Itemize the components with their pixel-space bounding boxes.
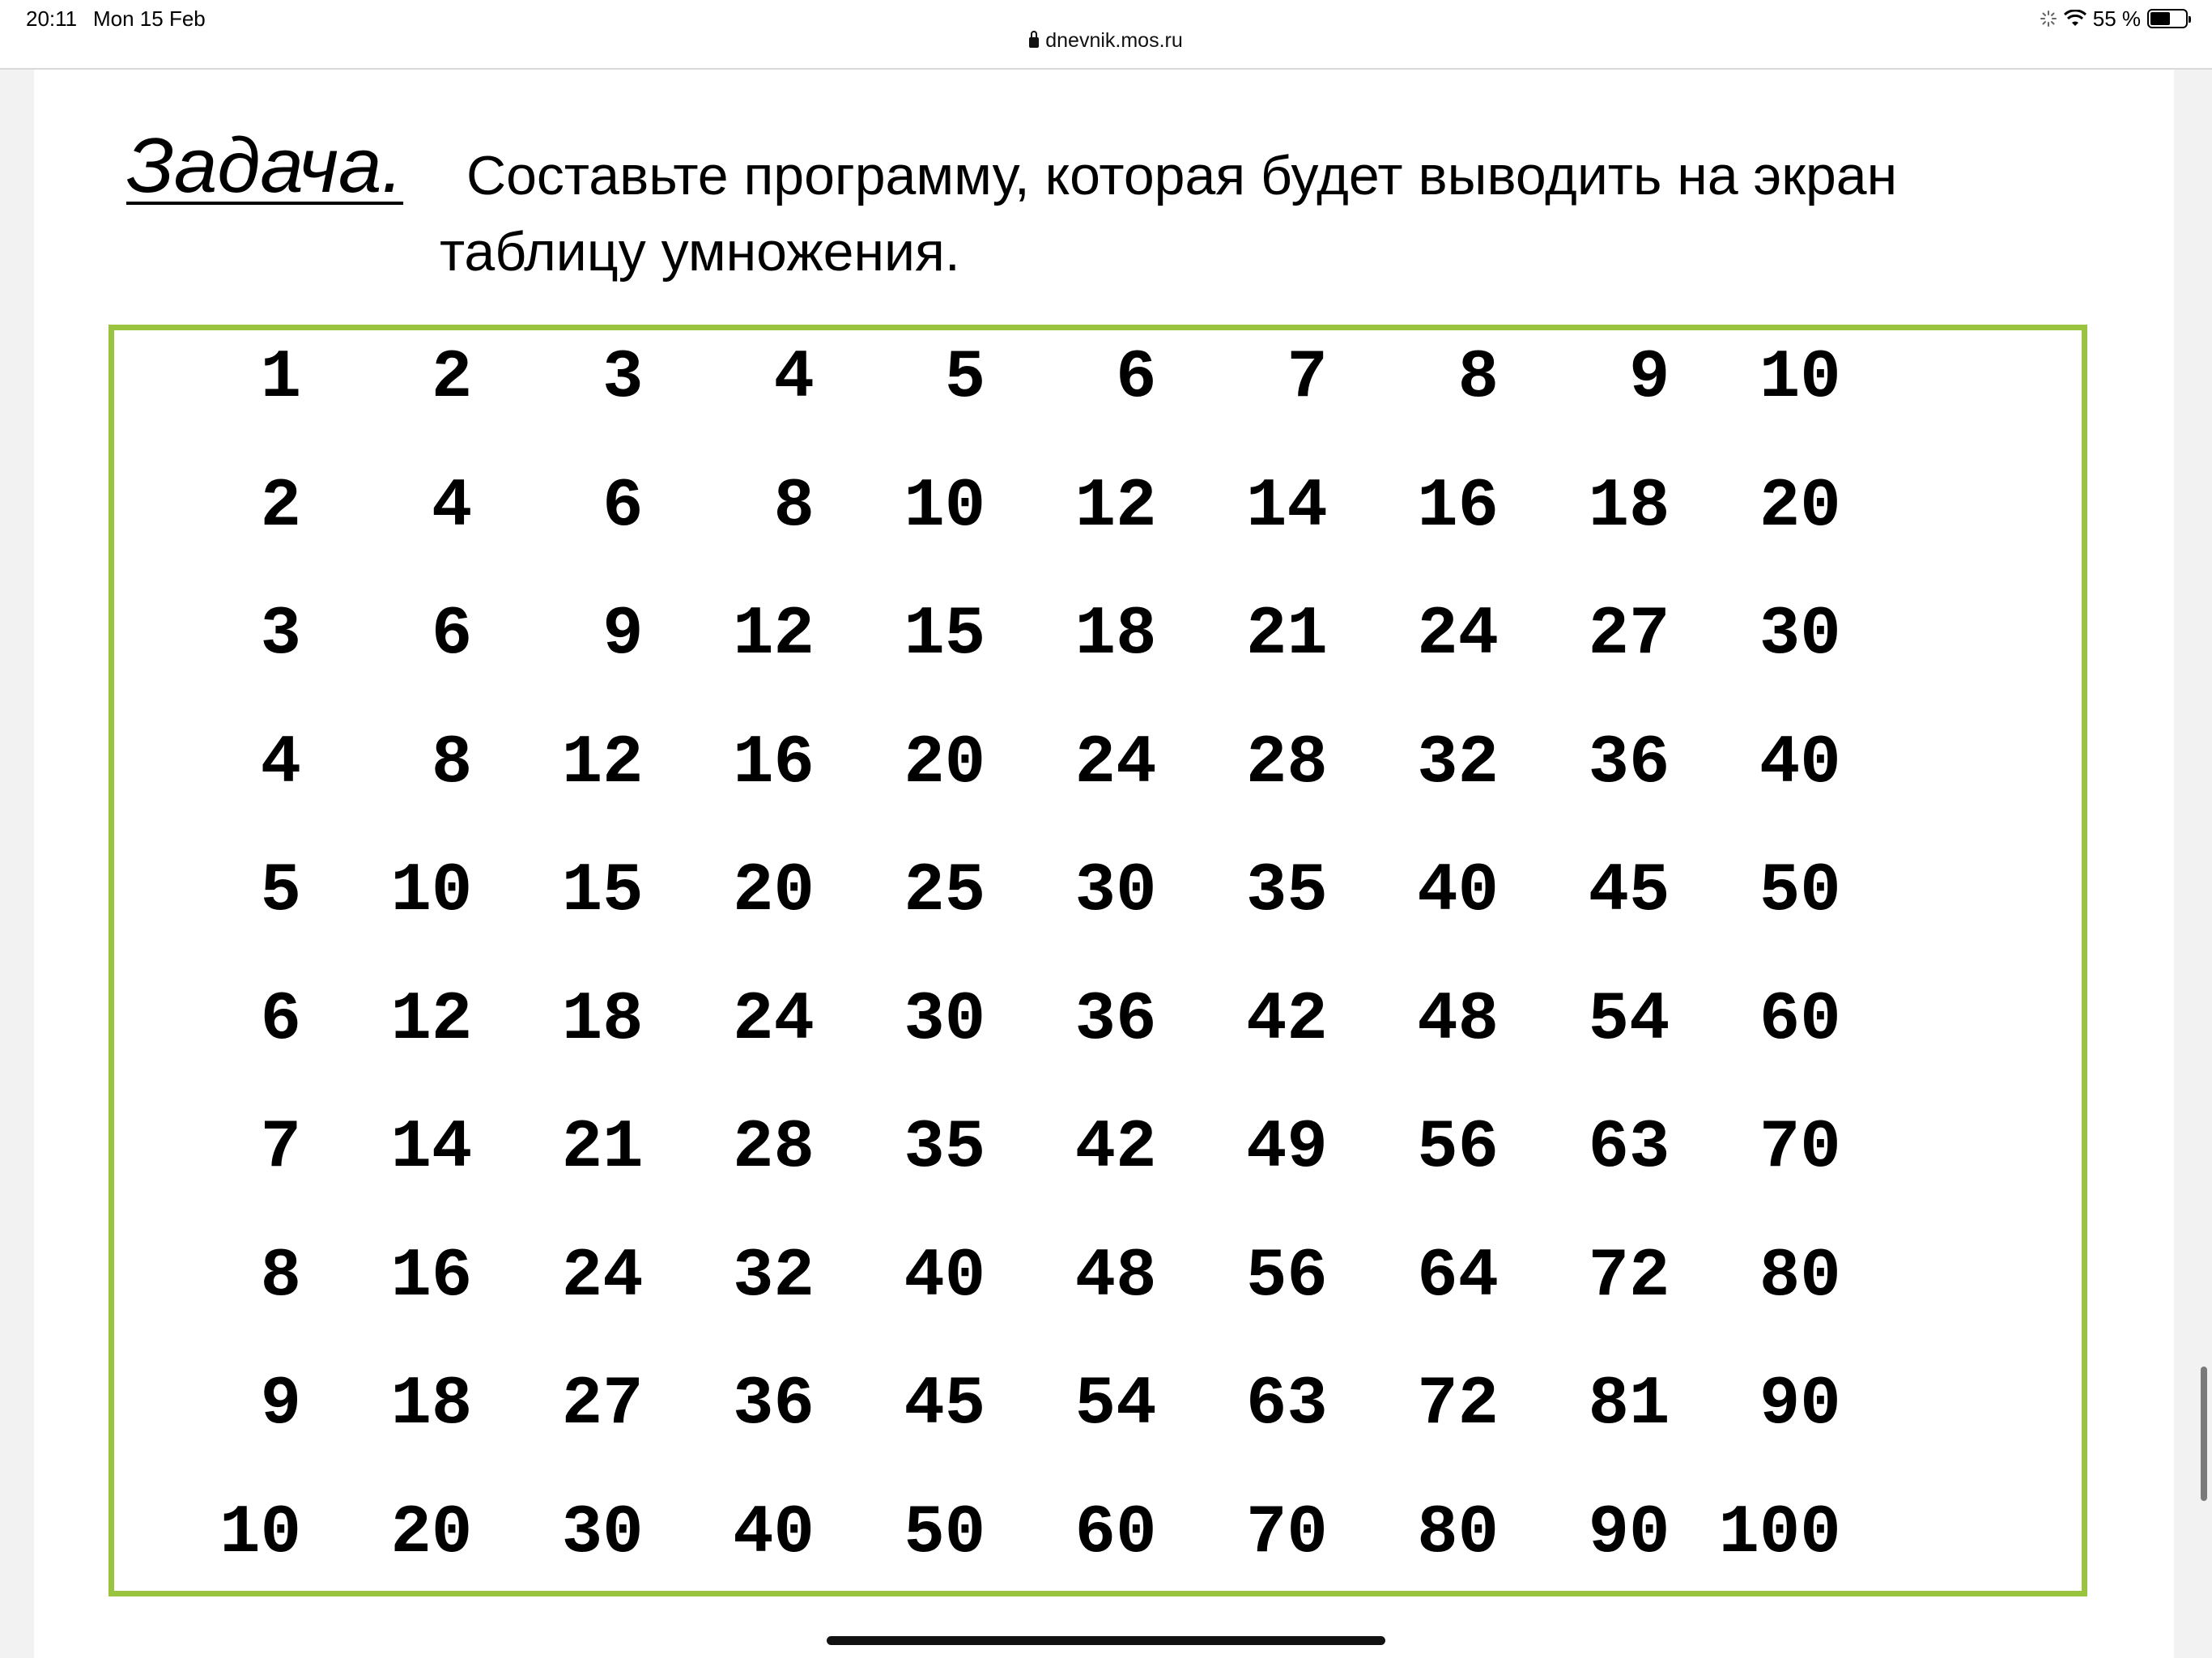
table-cell: 40 xyxy=(733,1494,815,1572)
table-cell: 10 xyxy=(1759,340,1841,417)
table-cell: 24 xyxy=(1417,597,1499,674)
table-cell: 63 xyxy=(1245,1367,1328,1443)
table-cell: 10 xyxy=(219,1494,301,1572)
table-cell: 20 xyxy=(1759,468,1841,546)
table-cell: 6 xyxy=(602,468,644,546)
table-cell: 12 xyxy=(1074,468,1157,546)
table-cell: 21 xyxy=(1245,597,1328,674)
table-cell: 14 xyxy=(390,1110,473,1187)
table-cell: 1 xyxy=(260,340,301,417)
status-bar xyxy=(0,0,2212,70)
table-cell: 3 xyxy=(260,597,301,674)
table-cell: 6 xyxy=(260,981,301,1059)
table-cell: 24 xyxy=(561,1238,644,1316)
table-cell: 80 xyxy=(1417,1494,1499,1572)
table-cell: 56 xyxy=(1245,1238,1328,1316)
table-cell: 54 xyxy=(1588,981,1670,1059)
table-cell: 90 xyxy=(1588,1494,1670,1572)
table-cell: 20 xyxy=(390,1494,473,1572)
table-cell: 16 xyxy=(1417,468,1499,546)
table-cell: 7 xyxy=(1287,340,1328,417)
table-cell: 18 xyxy=(561,981,644,1059)
home-indicator[interactable] xyxy=(827,1636,1385,1645)
table-cell: 45 xyxy=(904,1367,986,1443)
activity-icon xyxy=(2040,10,2057,28)
table-cell: 2 xyxy=(431,340,473,417)
table-cell: 42 xyxy=(1245,981,1328,1059)
table-cell: 64 xyxy=(1417,1238,1499,1316)
table-cell: 72 xyxy=(1417,1367,1499,1443)
status-date: Mon 15 Feb xyxy=(93,6,206,31)
table-cell: 45 xyxy=(1588,853,1670,930)
table-cell: 63 xyxy=(1588,1110,1670,1187)
table-cell: 12 xyxy=(561,725,644,802)
table-cell: 5 xyxy=(260,853,301,930)
table-cell: 49 xyxy=(1245,1110,1328,1187)
table-cell: 4 xyxy=(773,340,815,417)
table-cell: 70 xyxy=(1759,1110,1841,1187)
table-cell: 3 xyxy=(602,340,644,417)
table-cell: 18 xyxy=(390,1367,473,1443)
table-cell: 8 xyxy=(431,725,473,802)
table-cell: 32 xyxy=(733,1238,815,1316)
table-cell: 20 xyxy=(733,853,815,930)
table-cell: 9 xyxy=(260,1367,301,1443)
table-cell: 8 xyxy=(1457,340,1499,417)
table-cell: 35 xyxy=(904,1110,986,1187)
lock-icon xyxy=(1029,37,1039,48)
wifi-icon xyxy=(2064,10,2087,28)
status-indicators xyxy=(2040,5,2188,32)
url-text[interactable]: dnevnik.mos.ru xyxy=(1045,29,1183,52)
table-cell: 60 xyxy=(1074,1494,1157,1572)
table-cell: 8 xyxy=(773,468,815,546)
table-cell: 70 xyxy=(1245,1494,1328,1572)
table-cell: 20 xyxy=(904,725,986,802)
task-text-line-2: таблицу умножения. xyxy=(440,221,960,283)
table-cell: 30 xyxy=(561,1494,644,1572)
table-cell: 48 xyxy=(1417,981,1499,1059)
table-cell: 4 xyxy=(260,725,301,802)
table-cell: 42 xyxy=(1074,1110,1157,1187)
table-cell: 30 xyxy=(1074,853,1157,930)
table-cell: 15 xyxy=(904,597,986,674)
table-cell: 40 xyxy=(1759,725,1841,802)
table-cell: 27 xyxy=(1588,597,1670,674)
table-cell: 2 xyxy=(260,468,301,546)
table-cell: 100 xyxy=(1718,1494,1841,1572)
table-cell: 25 xyxy=(904,853,986,930)
table-cell: 36 xyxy=(1588,725,1670,802)
table-cell: 6 xyxy=(1116,340,1157,417)
table-cell: 36 xyxy=(1074,981,1157,1059)
table-cell: 30 xyxy=(1759,597,1841,674)
table-cell: 90 xyxy=(1759,1367,1841,1443)
table-cell: 56 xyxy=(1417,1110,1499,1187)
battery-percent: 55 % xyxy=(2092,6,2141,31)
address-bar[interactable] xyxy=(0,29,2212,53)
table-cell: 50 xyxy=(1759,853,1841,930)
table-cell: 6 xyxy=(431,597,473,674)
battery-icon xyxy=(2147,9,2188,28)
table-cell: 54 xyxy=(1074,1367,1157,1443)
table-cell: 18 xyxy=(1074,597,1157,674)
table-cell: 30 xyxy=(904,981,986,1059)
table-cell: 36 xyxy=(733,1367,815,1443)
table-cell: 4 xyxy=(431,468,473,546)
table-cell: 35 xyxy=(1245,853,1328,930)
table-cell: 8 xyxy=(260,1238,301,1316)
table-cell: 12 xyxy=(733,597,815,674)
table-cell: 16 xyxy=(390,1238,473,1316)
table-cell: 10 xyxy=(390,853,473,930)
task-text-line-1: Составьте программу, которая будет выводить на экран xyxy=(466,145,1898,206)
table-cell: 24 xyxy=(733,981,815,1059)
table-cell: 21 xyxy=(561,1110,644,1187)
table-cell: 40 xyxy=(1417,853,1499,930)
table-cell: 24 xyxy=(1074,725,1157,802)
table-cell: 10 xyxy=(904,468,986,546)
table-cell: 7 xyxy=(260,1110,301,1187)
table-cell: 18 xyxy=(1588,468,1670,546)
table-cell: 9 xyxy=(602,597,644,674)
table-cell: 50 xyxy=(904,1494,986,1572)
task-title: Задача. xyxy=(126,122,404,209)
scrollbar[interactable] xyxy=(2201,1367,2207,1501)
table-cell: 80 xyxy=(1759,1238,1841,1316)
table-cell: 27 xyxy=(561,1367,644,1443)
table-cell: 32 xyxy=(1417,725,1499,802)
table-cell: 15 xyxy=(561,853,644,930)
table-cell: 48 xyxy=(1074,1238,1157,1316)
status-time: 20:11 xyxy=(26,6,78,31)
table-cell: 12 xyxy=(390,981,473,1059)
table-cell: 40 xyxy=(904,1238,986,1316)
table-cell: 72 xyxy=(1588,1238,1670,1316)
table-cell: 28 xyxy=(733,1110,815,1187)
table-cell: 5 xyxy=(944,340,986,417)
table-cell: 28 xyxy=(1245,725,1328,802)
table-cell: 16 xyxy=(733,725,815,802)
table-cell: 9 xyxy=(1628,340,1670,417)
table-cell: 81 xyxy=(1588,1367,1670,1443)
table-cell: 14 xyxy=(1245,468,1328,546)
table-cell: 60 xyxy=(1759,981,1841,1059)
